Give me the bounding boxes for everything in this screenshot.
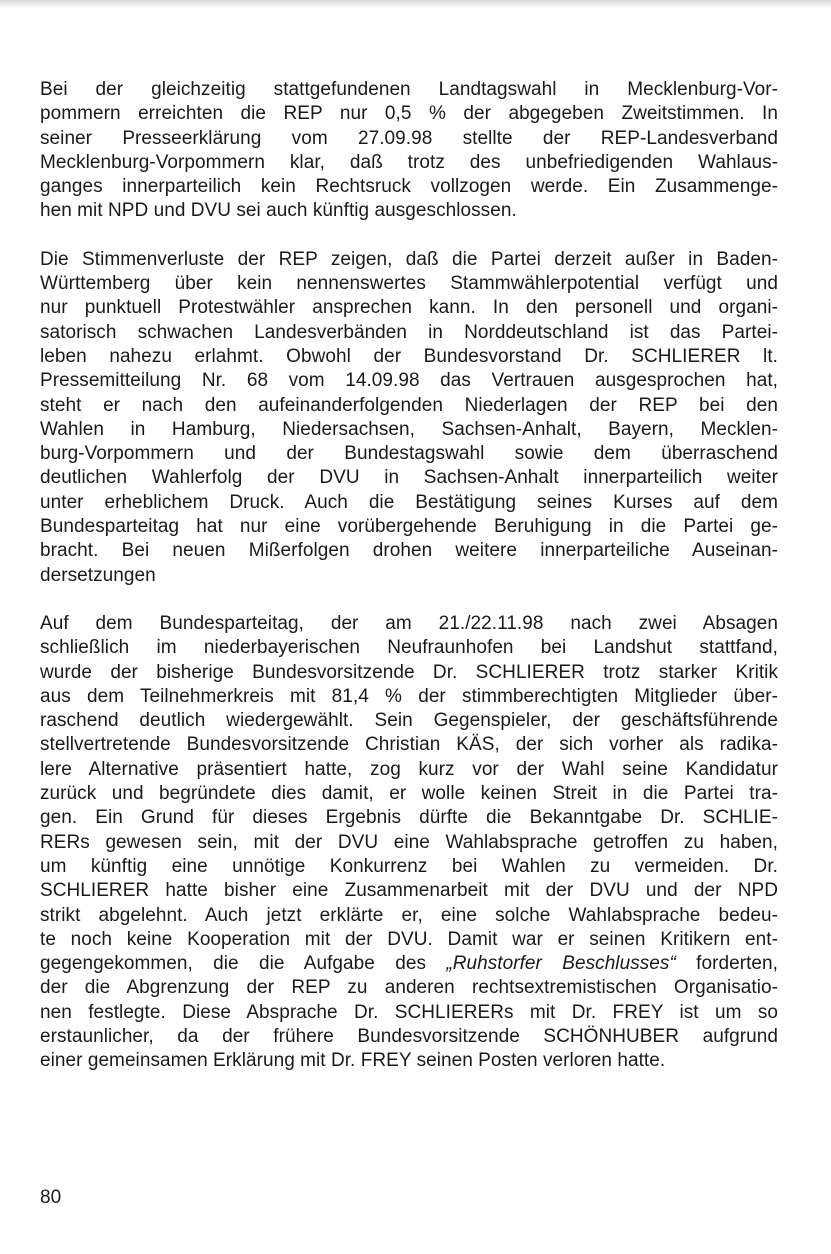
text-line: stellvertretende Bundesvorsitzende Christian KÄS, der sich vorher als radika- [40, 734, 778, 756]
text-line: te noch keine Kooperation mit der DVU. Damit war er seinen Kritikern ent- [40, 928, 778, 950]
text-line: schließlich im niederbayerischen Neufraunhofen bei Landshut stattfand, [40, 637, 778, 659]
text-line: einer gemeinsamen Erklärung mit Dr. FREY seinen Posten verloren hatte. [40, 1050, 666, 1072]
text-line: Bundesparteitag hat nur eine vorübergehende Beruhigung in die Partei ge- [40, 516, 778, 538]
text-line: Bei der gleichzeitig stattgefundenen Landtagswahl in Mecklenburg-Vor- [40, 79, 778, 100]
text-line: der die Abgrenzung der REP zu anderen rechtsextremistischen Organisatio- [40, 977, 778, 999]
text-line: gen. Ein Grund für dieses Ergebnis dürfte die Bekanntgabe Dr. SCHLIE- [40, 807, 778, 829]
paragraph-1 [40, 78, 778, 224]
text-line: bracht. Bei neuen Mißerfolgen drohen weitere innerparteiliche Auseinan- [40, 540, 778, 562]
quoted-resolution-title: „Ruhstorfer Beschlusses“ [446, 953, 676, 975]
text-line: ganges innerparteilich kein Rechtsruck vollzogen werde. Ein Zusammenge- [40, 176, 778, 198]
text-line: nen festlegte. Diese Absprache Dr. SCHLIERERs mit Dr. FREY ist um so [40, 1001, 778, 1023]
text-line: aus dem Teilnehmerkreis mit 81,4 % der stimmberechtigten Mitglieder über- [40, 685, 778, 707]
text-line: Die Stimmenverluste der REP zeigen, daß die Partei derzeit außer in Baden- [40, 248, 778, 270]
text-line-with-quote [40, 952, 778, 976]
text-line: strikt abgelehnt. Auch jetzt erklärte er, eine solche Wahlabsprache bedeu- [40, 904, 778, 926]
scan-top-edge [0, 0, 831, 8]
text-line: Pressemitteilung Nr. 68 vom 14.09.98 das Vertrauen ausgesprochen hat, [40, 370, 778, 392]
text-line: erstaunlicher, da der frühere Bundesvorsitzende SCHÖNHUBER aufgrund [40, 1025, 778, 1047]
quote-trail-text: forderten, [675, 953, 778, 975]
quote-lead-text: gegengekommen, die die Aufgabe des [40, 953, 447, 975]
text-line: zurück und begründete dies damit, er wolle keinen Streit in die Partei tra- [40, 783, 778, 805]
paragraph-3 [40, 612, 778, 1074]
paragraph-2 [40, 248, 778, 588]
text-line: leben nahezu erlahmt. Obwohl der Bundesvorstand Dr. SCHLIERER lt. [40, 345, 778, 367]
text-line: burg-Vorpommern und der Bundestagswahl sowie dem überraschend [40, 443, 778, 465]
text-line: Auf dem Bundesparteitag, der am 21./22.11.98 nach zwei Absagen [40, 612, 778, 634]
text-line: SCHLIERER hatte bisher eine Zusammenarbeit mit der DVU und der NPD [40, 880, 778, 902]
text-line: satorisch schwachen Landesverbänden in Norddeutschland ist das Partei- [40, 321, 778, 343]
text-line: wurde der bisherige Bundesvorsitzende Dr. SCHLIERER trotz starker Kritik [40, 661, 778, 683]
text-line: unter erheblichem Druck. Auch die Bestätigung seines Kurses auf dem [40, 491, 778, 513]
text-line: Mecklenburg-Vorpommern klar, daß trotz des unbefriedigenden Wahlaus- [40, 151, 778, 173]
text-line: steht er nach den aufeinanderfolgenden Niederlagen der REP bei den [40, 394, 778, 416]
text-line: raschend deutlich wiedergewählt. Sein Gegenspieler, der geschäftsführende [40, 710, 778, 732]
text-line: seiner Presseerklärung vom 27.09.98 stellte der REP-Landesverband [40, 127, 778, 149]
text-line: lere Alternative präsentiert hatte, zog kurz vor der Wahl seine Kandidatur [40, 758, 778, 780]
text-line: um künftig eine unnötige Konkurrenz bei Wahlen zu vermeiden. Dr. [40, 855, 778, 877]
text-line: Wahlen in Hamburg, Niedersachsen, Sachsen-Anhalt, Bayern, Mecklen- [40, 418, 778, 440]
text-line: hen mit NPD und DVU sei auch künftig ausgeschlossen. [40, 200, 517, 222]
text-line: pommern erreichten die REP nur 0,5 % der abgegeben Zweitstimmen. In [40, 103, 778, 125]
page-number: 80 [40, 1187, 62, 1208]
text-line: deutlichen Wahlerfolg der DVU in Sachsen-Anhalt innerparteilich weiter [40, 467, 778, 489]
document-page [40, 78, 778, 1074]
text-line: dersetzungen [40, 564, 156, 586]
text-line: nur punktuell Protestwähler ansprechen kann. In den personell und organi- [40, 297, 778, 319]
text-line: Württemberg über kein nennenswertes Stammwählerpotential verfügt und [40, 273, 778, 295]
text-line: RERs gewesen sein, mit der DVU eine Wahlabsprache getroffen zu haben, [40, 831, 778, 853]
